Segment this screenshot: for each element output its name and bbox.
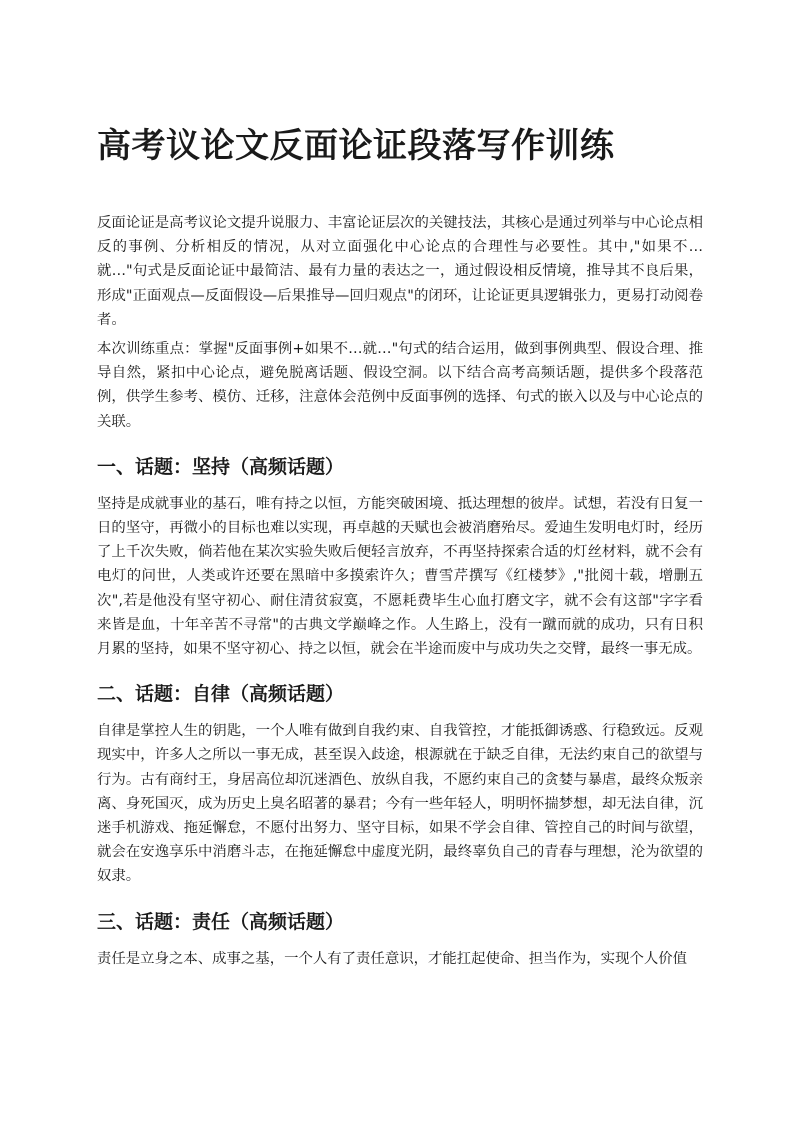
section-heading: 一、话题：坚持（高频话题）: [97, 455, 345, 478]
section-paragraph: 自律是掌控人生的钥匙，一个人唯有做到自我约束、自我管控，才能抵御诱惑、行稳致远。反观现实中，许多人之所以一事无成，甚至误入歧途，根源就在于缺乏自律，无法约束自己的欲望与行为。古有商纣王，身居高位却沉迷酒色、放纵自我，不愿约束自己的贪婪与暴虐，最终众叛亲离、身死国灭，成为历史上臭名昭著的暴君；今有一些年轻人，明明怀揣梦想，却无法自律，沉迷手机游戏、拖延懈怠，不愿付出努力、坚守目标，如果不学会自律、管控自己的时间与欲望，就会在安逸享乐中消磨斗志，在拖延懈怠中虚度光阴，最终辜负自己的青春与理想，沦为欲望的奴隶。: [97, 723, 703, 885]
section-responsibility: [97, 907, 703, 971]
intro-paragraph-1: 反面论证是高考议论文提升说服力、丰富论证层次的关键技法，其核心是通过列举与中心论点相反的事例、分析相反的情况，从对立面强化中心论点的合理性与必要性。其中,"如果不…就…"句式是反面论证中最简洁、最有力量的表达之一，通过假设相反情境，推导其不良后果，形成"正面观点—反面假设—后果推导—回归观点"的闭环，让论证更具逻辑张力，更易打动阅卷者。: [97, 215, 703, 328]
section-heading: 二、话题：自律（高频话题）: [97, 683, 345, 706]
document-body: [97, 211, 703, 976]
section-self-discipline: [97, 679, 703, 888]
section-paragraph: 责任是立身之本、成事之基，一个人有了责任意识，才能扛起使命、担当作为，实现个人价值: [97, 950, 688, 967]
intro-paragraph-2: 本次训练重点：掌握"反面事例+如果不…就…"句式的结合运用，做到事例典型、假设合理、推导自然，紧扣中心论点，避免脱离话题、假设空洞。以下结合高考高频话题，提供多个段落范例，供学生参考、模仿、迁移，注意体会范例中反面事例的选择、句式的嵌入以及与中心论点的关联。: [97, 341, 703, 430]
section-perseverance: [97, 452, 703, 661]
section-heading: 三、话题：责任（高频话题）: [97, 910, 345, 933]
section-paragraph: 坚持是成就事业的基石，唯有持之以恒，方能突破困境、抵达理想的彼岸。试想，若没有日复一日的坚守，再微小的目标也难以实现，再卓越的天赋也会被消磨殆尽。爱迪生发明电灯时，经历了上千次失败，倘若他在某次实验失败后便轻言放弃，不再坚持探索合适的灯丝材料，就不会有电灯的问世，人类或许还要在黑暗中多摸索许久；曹雪芹撰写《红楼梦》,"批阅十载，增删五次",若是他没有坚守初心、耐住清贫寂寞，不愿耗费毕生心血打磨文字，就不会有这部"字字看来皆是血，十年辛苦不寻常"的古典文学巅峰之作。人生路上，没有一蹴而就的成功，只有日积月累的坚持，如果不坚守初心、持之以恒，就会在半途而废中与成功失之交臂，最终一事无成。: [97, 495, 703, 658]
page-title: 高考议论文反面论证段落写作训练: [97, 126, 615, 166]
